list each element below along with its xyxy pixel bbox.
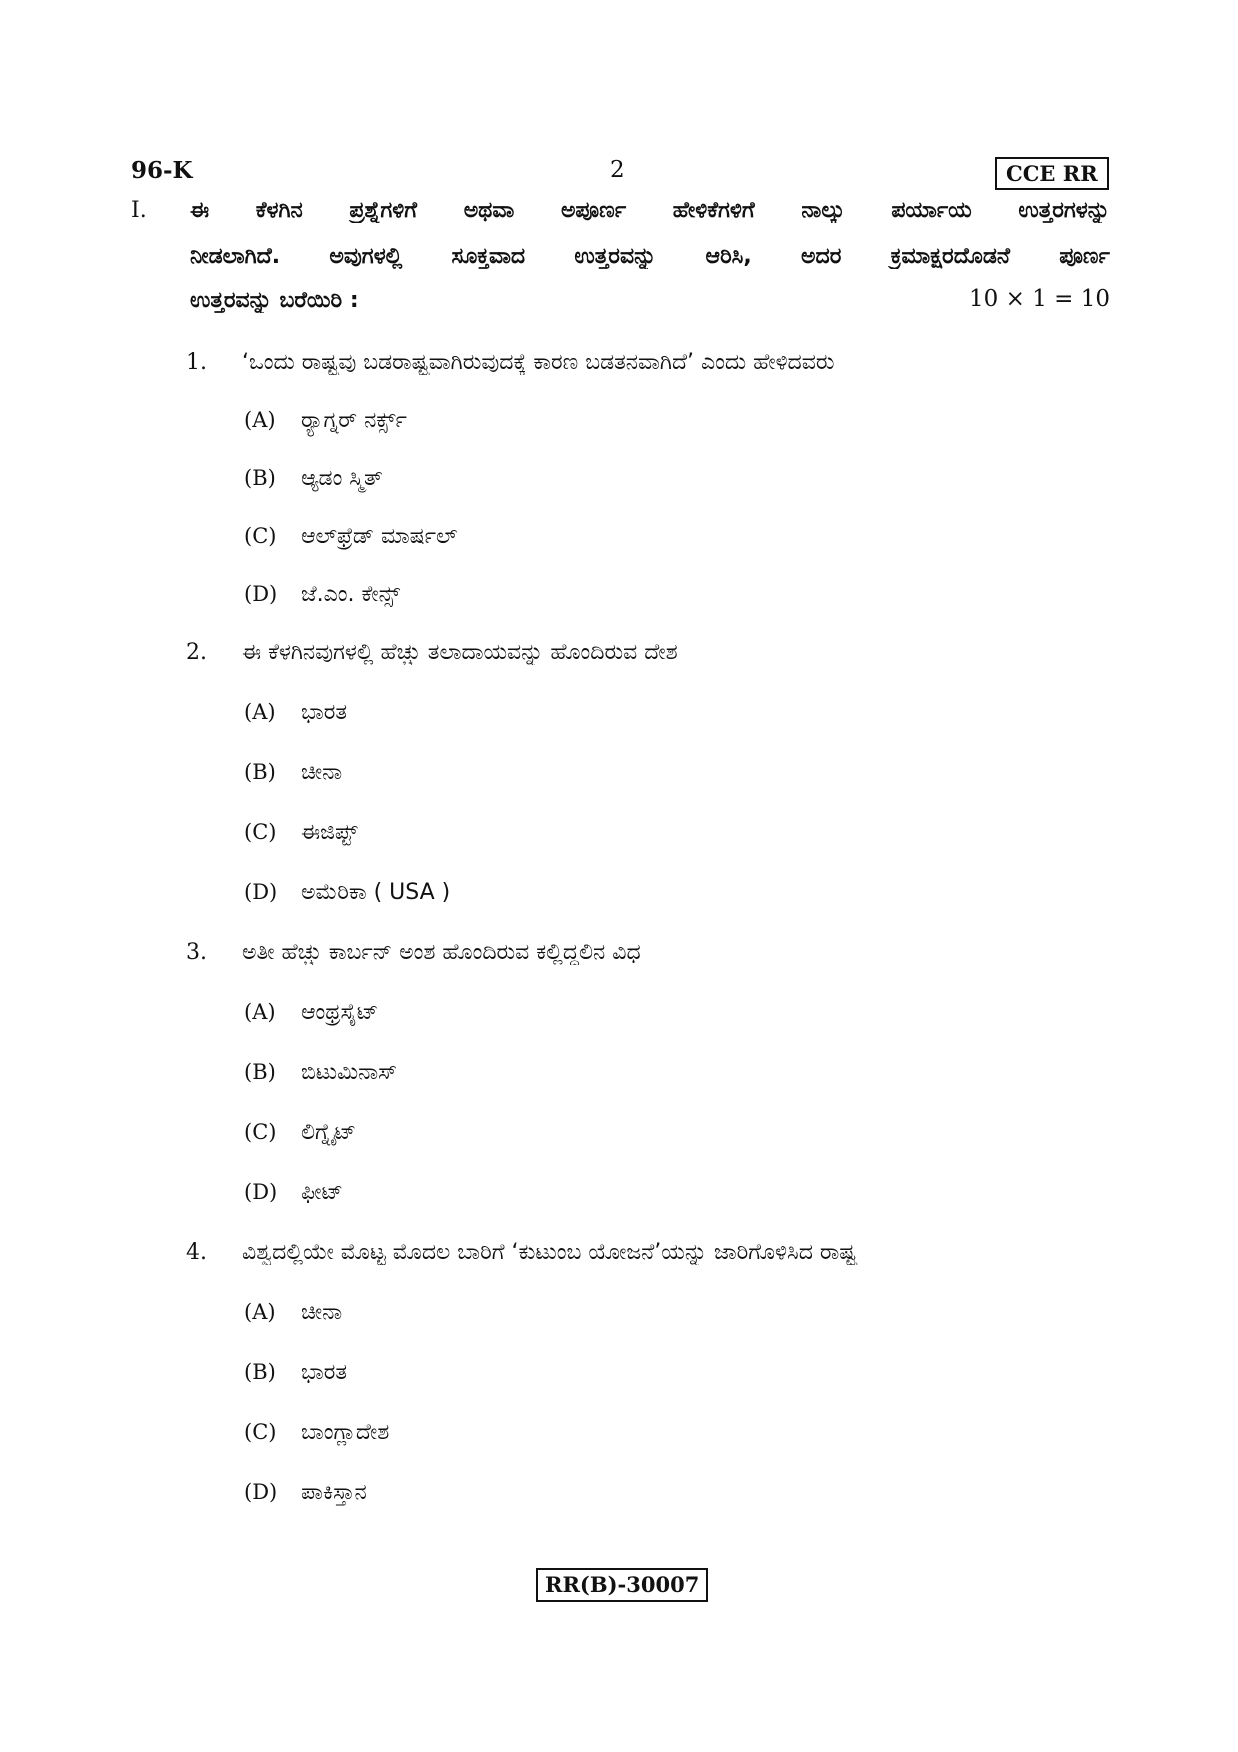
option-letter: (C) bbox=[244, 1420, 277, 1444]
option-letter: (B) bbox=[244, 760, 276, 784]
option-text: ಚೀನಾ bbox=[301, 1300, 343, 1325]
option-text: ಬಿಟುಮಿನಾಸ್ bbox=[301, 1060, 397, 1085]
page-number: 2 bbox=[610, 157, 625, 183]
option-text: ಭಾರತ bbox=[301, 700, 348, 725]
option-letter: (B) bbox=[244, 1060, 276, 1084]
footer-paper-code: RR(B)-30007 bbox=[536, 1568, 708, 1602]
instruction-word: ಕೆಳಗಿನ bbox=[255, 198, 303, 223]
option-text: ಆ್ಯಡಂ ಸ್ಮಿತ್ bbox=[301, 466, 383, 491]
instruction-word: ಆರಿಸಿ, bbox=[705, 244, 752, 269]
option-text: ಬಾಂಗ್ಲಾದೇಶ bbox=[301, 1420, 390, 1445]
option-text: ಲಿಗ್ನೈಟ್ bbox=[301, 1120, 357, 1145]
option-text: ಈಜಿಪ್ಟ್ bbox=[301, 820, 358, 845]
instruction-word: ಪೂರ್ಣ bbox=[1059, 244, 1110, 269]
instruction-word: ಪರ್ಯಾಯ bbox=[891, 198, 972, 223]
question-text: ‘ಒಂದು ರಾಷ್ಟ್ರವು ಬಡರಾಷ್ಟ್ರವಾಗಿರುವುದಕ್ಕೆ ಕಾರಣ ಬಡತನವಾಗಿದೆ’ ಎಂದು ಹೇಳಿದವರು bbox=[242, 350, 835, 375]
marks-allocation: 10 × 1 = 10 bbox=[969, 286, 1110, 312]
instruction-word: ಅಥವಾ bbox=[463, 198, 515, 223]
instruction-word: ಹೇಳಿಕೆಗಳಿಗೆ bbox=[672, 198, 755, 223]
option-letter: (D) bbox=[244, 1480, 278, 1504]
option-letter: (D) bbox=[244, 582, 278, 606]
option-letter: (A) bbox=[244, 408, 276, 432]
option-letter: (B) bbox=[244, 466, 276, 490]
option-letter: (B) bbox=[244, 1360, 276, 1384]
option-letter: (C) bbox=[244, 820, 277, 844]
option-text: ಅಮೆರಿಕಾ ( USA ) bbox=[301, 880, 451, 905]
instruction-word: ಈ bbox=[190, 198, 210, 223]
question-number: 3. bbox=[186, 940, 207, 965]
instruction-word: ಪ್ರಶ್ನೆಗಳಿಗೆ bbox=[349, 198, 418, 223]
instruction-line-1 bbox=[190, 198, 1110, 223]
instruction-word: ಕ್ರಮಾಕ್ಷರದೊಡನೆ bbox=[890, 244, 1010, 269]
instruction-line-3: ಉತ್ತರವನ್ನು ಬರೆಯಿರಿ : bbox=[190, 288, 359, 313]
option-letter: (C) bbox=[244, 1120, 277, 1144]
option-text: ರ್‍ಯಾಗ್ನರ್ ನರ್ಕ್ಸ್ bbox=[301, 408, 407, 433]
option-letter: (C) bbox=[244, 524, 277, 548]
option-letter: (A) bbox=[244, 700, 276, 724]
instruction-word: ಉತ್ತರಗಳನ್ನು bbox=[1018, 198, 1110, 223]
option-letter: (D) bbox=[244, 880, 278, 904]
instruction-word: ನೀಡಲಾಗಿದೆ. bbox=[190, 244, 281, 269]
question-text: ಅತೀ ಹೆಚ್ಚು ಕಾರ್ಬನ್ ಅಂಶ ಹೊಂದಿರುವ ಕಲ್ಲಿದ್ದಲಿನ ವಿಧ bbox=[242, 940, 641, 965]
paper-code: 96-K bbox=[131, 157, 193, 184]
instruction-word: ಅಪೂರ್ಣ bbox=[560, 198, 627, 223]
instruction-word: ಸೂಕ್ತವಾದ bbox=[451, 244, 526, 269]
option-letter: (D) bbox=[244, 1180, 278, 1204]
option-text: ಆಲ್‌ಫ್ರೆಡ್ ಮಾರ್ಷಲ್ bbox=[301, 524, 458, 549]
option-text: ಭಾರತ bbox=[301, 1360, 348, 1385]
question-number: 4. bbox=[186, 1240, 207, 1265]
section-number: I. bbox=[131, 198, 147, 223]
series-badge: CCE RR bbox=[995, 157, 1109, 190]
option-text: ಜೆ.ಎಂ. ಕೇನ್ಸ್ bbox=[301, 582, 401, 607]
question-number: 2. bbox=[186, 640, 207, 665]
option-letter: (A) bbox=[244, 1300, 276, 1324]
instruction-word: ನಾಲ್ಕು bbox=[801, 198, 845, 223]
instruction-word: ಅದರ bbox=[801, 244, 842, 269]
option-text: ಪಾಕಿಸ್ತಾನ bbox=[301, 1480, 367, 1505]
question-text: ಈ ಕೆಳಗಿನವುಗಳಲ್ಲಿ ಹೆಚ್ಚು ತಲಾದಾಯವನ್ನು ಹೊಂದಿರುವ ದೇಶ bbox=[242, 640, 678, 665]
option-text: ಆಂಥ್ರಸೈಟ್ bbox=[301, 1000, 379, 1025]
option-text: ಚೀನಾ bbox=[301, 760, 343, 785]
question-text: ವಿಶ್ವದಲ್ಲಿಯೇ ಮೊಟ್ಟ ಮೊದಲ ಬಾರಿಗೆ ‘ಕುಟುಂಬ ಯೋಜನೆ’ಯನ್ನು ಜಾರಿಗೊಳಿಸಿದ ರಾಷ್ಟ್ರ bbox=[242, 1240, 857, 1265]
question-number: 1. bbox=[186, 350, 207, 375]
instruction-line-2 bbox=[190, 244, 1110, 269]
instruction-word: ಅವುಗಳಲ್ಲಿ bbox=[329, 244, 403, 269]
instruction-word: ಉತ್ತರವನ್ನು bbox=[574, 244, 657, 269]
option-letter: (A) bbox=[244, 1000, 276, 1024]
option-text: ಫೀಟ್ bbox=[301, 1180, 343, 1205]
